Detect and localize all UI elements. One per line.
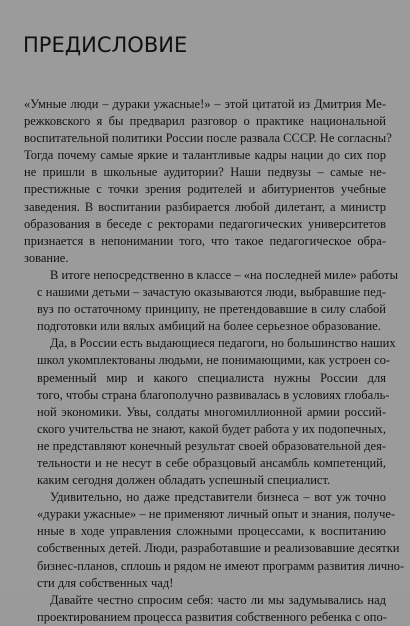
- text-line: воспитательной политики России после развала СССР. Не согласны?: [24, 131, 392, 146]
- text-line: каким сегодня должен обладать успешный специалист.: [37, 473, 331, 488]
- text-line: Удивительно, но даже представители бизнеса – вот уж точно: [50, 490, 386, 505]
- text-line: не пришли в школьные аудитории? Наши педвузы – самые не-: [24, 165, 386, 180]
- text-line: Да, в России есть выдающиеся педагоги, но большинство наших: [50, 336, 396, 351]
- text-line: подготовки или вялых амбиций на более серьезное образование.: [37, 319, 381, 334]
- text-line: «дураки ужасные» – не применяют личный опыт и знания, получе-: [37, 507, 396, 522]
- text-line: Давайте честно спросим себя: часто ли мы задумывались над: [50, 592, 386, 607]
- text-line: временный мир и какого специалиста нужны России для: [37, 370, 386, 385]
- text-line: заведения. В воспитании разбирается любой дилетант, а министр: [24, 199, 386, 214]
- text-line: престижные с точки зрения родителей и абитуриентов учебные: [24, 182, 386, 197]
- text-line: собственных детей. Люди, разработавшие и реализовавшие десятки: [37, 541, 400, 556]
- text-line: «Умные люди – дураки ужасные!» – этой цитатой из Дмитрия Ме-: [24, 97, 386, 111]
- paragraph-5: [24, 592, 386, 626]
- text-line: школ укомплектованы людьми, не понимающими, как устроен со-: [37, 353, 390, 368]
- text-line: режковского я бы предварил разговор о практике национальной: [24, 114, 386, 129]
- text-line: того, чтобы страна благополучно развивалась в условиях глобаль-: [37, 387, 390, 402]
- text-line: вуз по остаточному принципу, не претендовавшие в силу слабой: [37, 302, 386, 317]
- body-text: [24, 96, 405, 626]
- text-line: ной экономики. Увы, солдаты многомиллионной армии россий-: [37, 404, 386, 419]
- paragraph-1: [24, 96, 392, 267]
- page-title: ПРЕДИСЛОВИЕ: [23, 33, 188, 57]
- text-line: зование.: [24, 250, 69, 265]
- text-line: проектированием процесса развития собственного ребенка с опо-: [37, 609, 387, 624]
- text-line: нные в ходе управления сложными процессами, к воспитанию: [37, 524, 386, 539]
- text-line: сти для собственных чад!: [37, 575, 174, 590]
- text-line: признается в непонимании того, что такое педагогическое обра-: [24, 233, 386, 248]
- text-line: тельности и не несут в себе образцовый ансамбль компетенций,: [37, 455, 386, 470]
- paragraph-2: [24, 267, 398, 335]
- paragraph-4: [24, 489, 405, 592]
- text-line: В итоге непосредственно в классе – «на последней миле» работы: [50, 267, 398, 282]
- text-line: с нашими детьми – зачастую оказываются люди, выбравшие пед-: [37, 285, 386, 300]
- text-line: Тогда почему самые яркие и талантливые кадры нации до сих пор: [24, 148, 386, 163]
- text-line: не представляют конечный результат своей образовательной дея-: [37, 438, 386, 453]
- text-line: бизнес-планов, сплошь и рядом не имеют программ развития лично-: [37, 558, 405, 573]
- paragraph-3: [24, 335, 396, 489]
- text-line: образования в беседе с ректорами педагогических университетов: [24, 216, 386, 231]
- text-line: ского учительства не знают, какой будет работа у их подопечных,: [37, 421, 386, 436]
